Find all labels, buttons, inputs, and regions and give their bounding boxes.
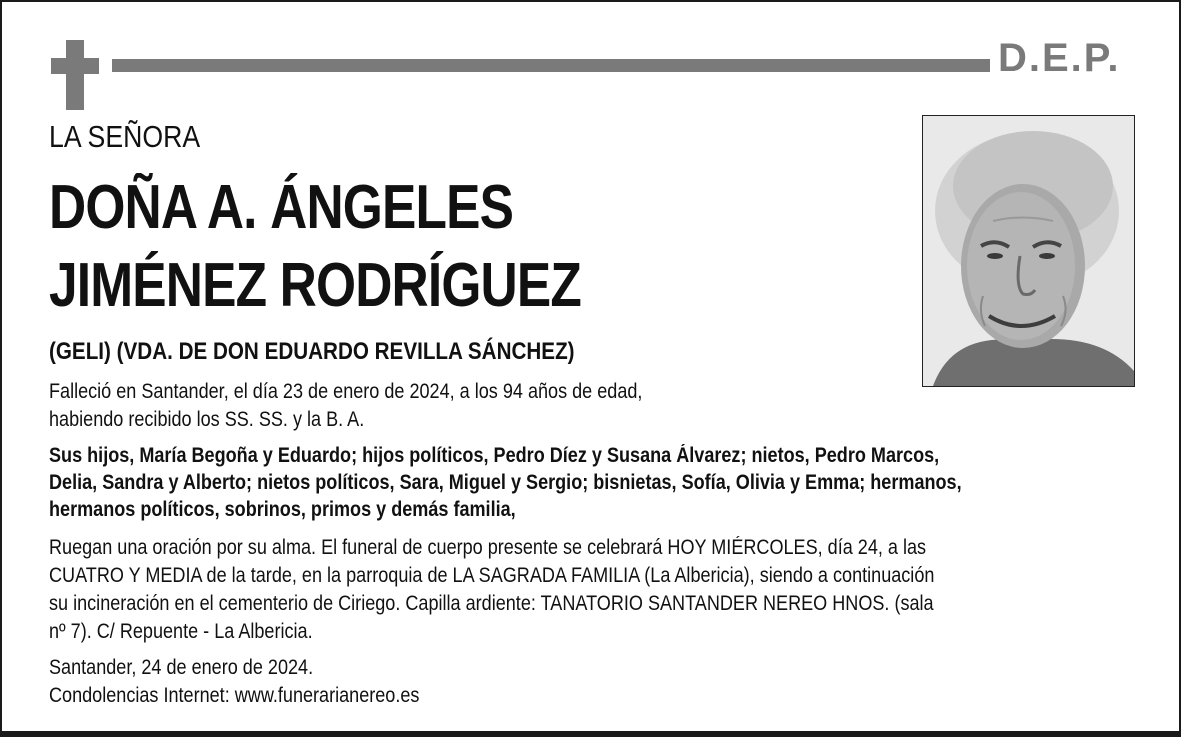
condolences-line: Condolencias Internet: www.funerarianereo.es — [49, 684, 420, 707]
funeral-request-line: CUATRO Y MEDIA de la tarde, en la parroquia de LA SAGRADA FAMILIA (La Albericia), siendo a continuación — [49, 564, 935, 587]
place-date-line: Santander, 24 de enero de 2024. — [49, 656, 314, 679]
funeral-request-line: su incineración en el cementerio de Ciriego. Capilla ardiente: TANATORIO SANTANDER NEREO HNOS. (sala — [49, 592, 934, 615]
deceased-name-line-1: DOÑA A. ÁNGELES — [49, 173, 514, 242]
funeral-request-line: nº 7). C/ Repuente - La Albericia. — [49, 620, 313, 643]
cross-vertical-bar — [66, 40, 84, 110]
nickname-line: (GELI) (VDA. DE DON EDUARDO REVILLA SÁNCHEZ) — [49, 338, 575, 365]
dep-seal: D.E.P. — [998, 36, 1121, 80]
funeral-request-line: Ruegan una oración por su alma. El funeral de cuerpo presente se celebrará HOY MIÉRCOLES, día 24, a las — [49, 536, 927, 559]
death-info-line: Falleció en Santander, el día 23 de enero de 2024, a los 94 años de edad, — [49, 380, 643, 403]
header-rule — [112, 59, 990, 72]
death-info-line: habiendo recibido los SS. SS. y la B. A. — [49, 408, 365, 431]
family-line: Delia, Sandra y Alberto; nietos políticos, Sara, Miguel y Sergio; bisnietas, Sofía, Olivia y Emma; hermanos, — [49, 471, 962, 494]
family-line: Sus hijos, María Begoña y Eduardo; hijos políticos, Pedro Díez y Susana Álvarez; nietos, Pedro Marcos, — [49, 444, 940, 467]
cross-horizontal-bar — [51, 58, 99, 74]
portrait-photo — [922, 115, 1135, 387]
title-prefix: LA SEÑORA — [49, 119, 201, 154]
family-line: hermanos políticos, sobrinos, primos y demás familia, — [49, 498, 516, 521]
portrait-illustration — [923, 116, 1134, 386]
deceased-name-line-2: JIMÉNEZ RODRÍGUEZ — [49, 251, 581, 320]
